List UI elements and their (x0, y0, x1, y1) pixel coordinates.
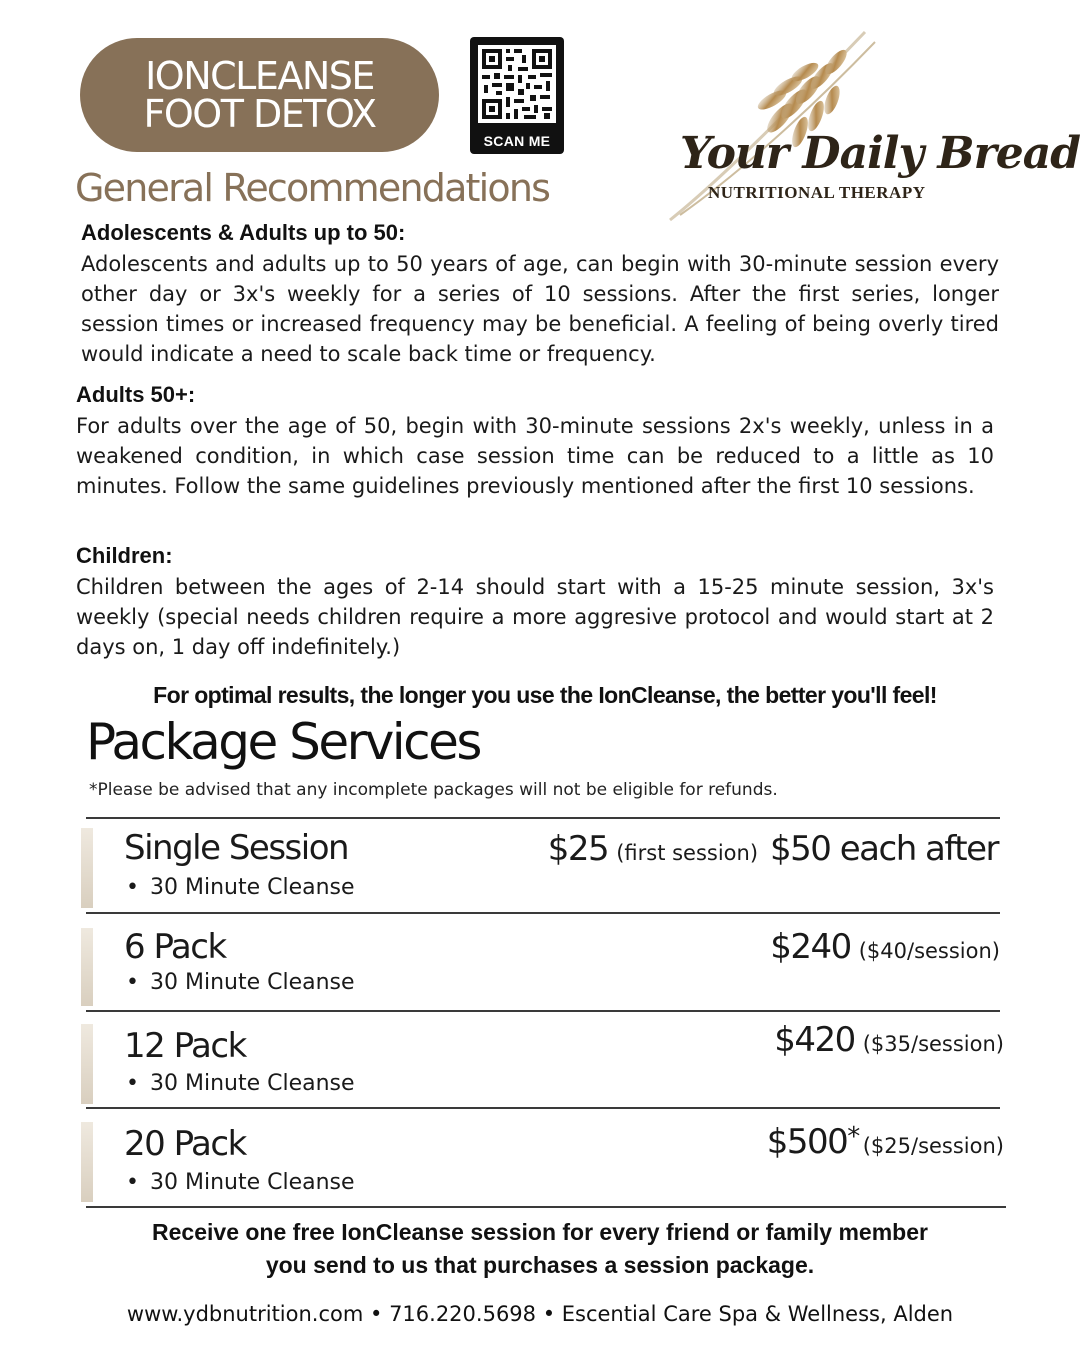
refund-disclaimer: *Please be advised that any incomplete packages will not be eligible for refunds. (89, 780, 778, 800)
contact-footer: www.ydbnutrition.com • 716.220.5698 • Escential Care Spa & Wellness, Alden (126, 1302, 954, 1326)
package-detail-12-pack (126, 1071, 355, 1096)
qr-code[interactable] (470, 37, 564, 154)
section-heading-adults-50-plus: Adults 50+: (76, 382, 196, 407)
section-body-adults-under-50: Adolescents and adults up to 50 years of age, can begin with 30-minute session every other day or 3x's weekly for a series of 10 sessions. After the first series, longer session times or increased frequency may be beneficial. A feeling of being overly tired would indicate a need to scale back time or frequency. (81, 252, 999, 366)
logo-wordmark: Your Daily Bread (680, 128, 1080, 179)
brand-logo (660, 30, 1080, 225)
package-name-6-pack: 6 Pack (124, 927, 226, 967)
title-line-1: IONCLEANSE (145, 54, 374, 98)
divider (86, 817, 1000, 819)
divider (86, 912, 1000, 914)
package-price-12-pack (774, 1020, 1004, 1060)
referral-line-1: Receive one free IonCleanse session for every friend or family member (152, 1219, 928, 1245)
price: $500 (766, 1122, 848, 1162)
referral-line-2: you send to us that purchases a session package. (265, 1252, 815, 1278)
bullet-icon: • (126, 970, 139, 995)
price-after: $50 each after (770, 829, 998, 869)
package-detail-text: 30 Minute Cleanse (150, 875, 355, 900)
package-price-single (548, 829, 998, 869)
divider (86, 1010, 1000, 1012)
package-accent-bar (81, 828, 93, 908)
package-accent-bar (81, 928, 93, 1006)
recommendations-title: General Recommendations (75, 166, 550, 210)
bullet-icon: • (126, 875, 139, 900)
bullet-icon: • (126, 1071, 139, 1096)
package-accent-bar (81, 1122, 93, 1202)
price-note: ($35/session) (862, 1032, 1004, 1056)
price-note: ($40/session) (858, 939, 1000, 963)
price-first: $25 (547, 829, 609, 869)
packages-title: Package Services (86, 713, 480, 771)
optimal-results-tagline: For optimal results, the longer you use the IonCleanse, the better you'll feel! (153, 682, 937, 708)
price-asterisk: * (847, 1122, 859, 1152)
qr-code-icon (478, 45, 556, 123)
section-body-adults-50-plus: For adults over the age of 50, begin with 30-minute sessions 2x's weekly, unless in a weakened condition, in which case session time can be reduced to a little as 10 minutes. Follow the same guidelines previously mentioned after the first 10 sessions. (76, 414, 994, 498)
package-name-20-pack: 20 Pack (124, 1124, 246, 1164)
section-heading-adults-under-50: Adolescents & Adults up to 50: (81, 220, 406, 245)
package-price-6-pack (770, 927, 1000, 967)
title-badge (80, 38, 439, 152)
title-line-2: FOOT DETOX (143, 92, 376, 136)
package-detail-text: 30 Minute Cleanse (150, 1170, 355, 1195)
bullet-icon: • (126, 1170, 139, 1195)
package-detail-single (126, 875, 355, 900)
package-name-12-pack: 12 Pack (124, 1026, 246, 1066)
package-detail-6-pack (126, 970, 355, 995)
package-name-single: Single Session (124, 828, 349, 868)
price-note: (first session) (616, 841, 759, 865)
referral-offer (0, 1216, 1080, 1282)
package-detail-20-pack (126, 1170, 355, 1195)
package-accent-bar (81, 1024, 93, 1104)
price: $420 (774, 1020, 855, 1060)
section-body-children: Children between the ages of 2-14 should start with a 15-25 minute session, 3x's weekly (special needs children require a more aggresive protocol and would start at 2 days on, 1 day off indefinitely.) (76, 575, 994, 659)
section-heading-children: Children: (76, 543, 173, 568)
price-note: ($25/session) (862, 1134, 1004, 1158)
package-price-20-pack (767, 1122, 1004, 1162)
package-detail-text: 30 Minute Cleanse (150, 1071, 355, 1096)
package-detail-text: 30 Minute Cleanse (150, 970, 355, 995)
divider (86, 1107, 1000, 1109)
logo-tagline: NUTRITIONAL THERAPY (708, 183, 926, 202)
divider (86, 1206, 1006, 1208)
price: $240 (770, 927, 851, 967)
qr-scan-label: SCAN ME (483, 133, 551, 149)
